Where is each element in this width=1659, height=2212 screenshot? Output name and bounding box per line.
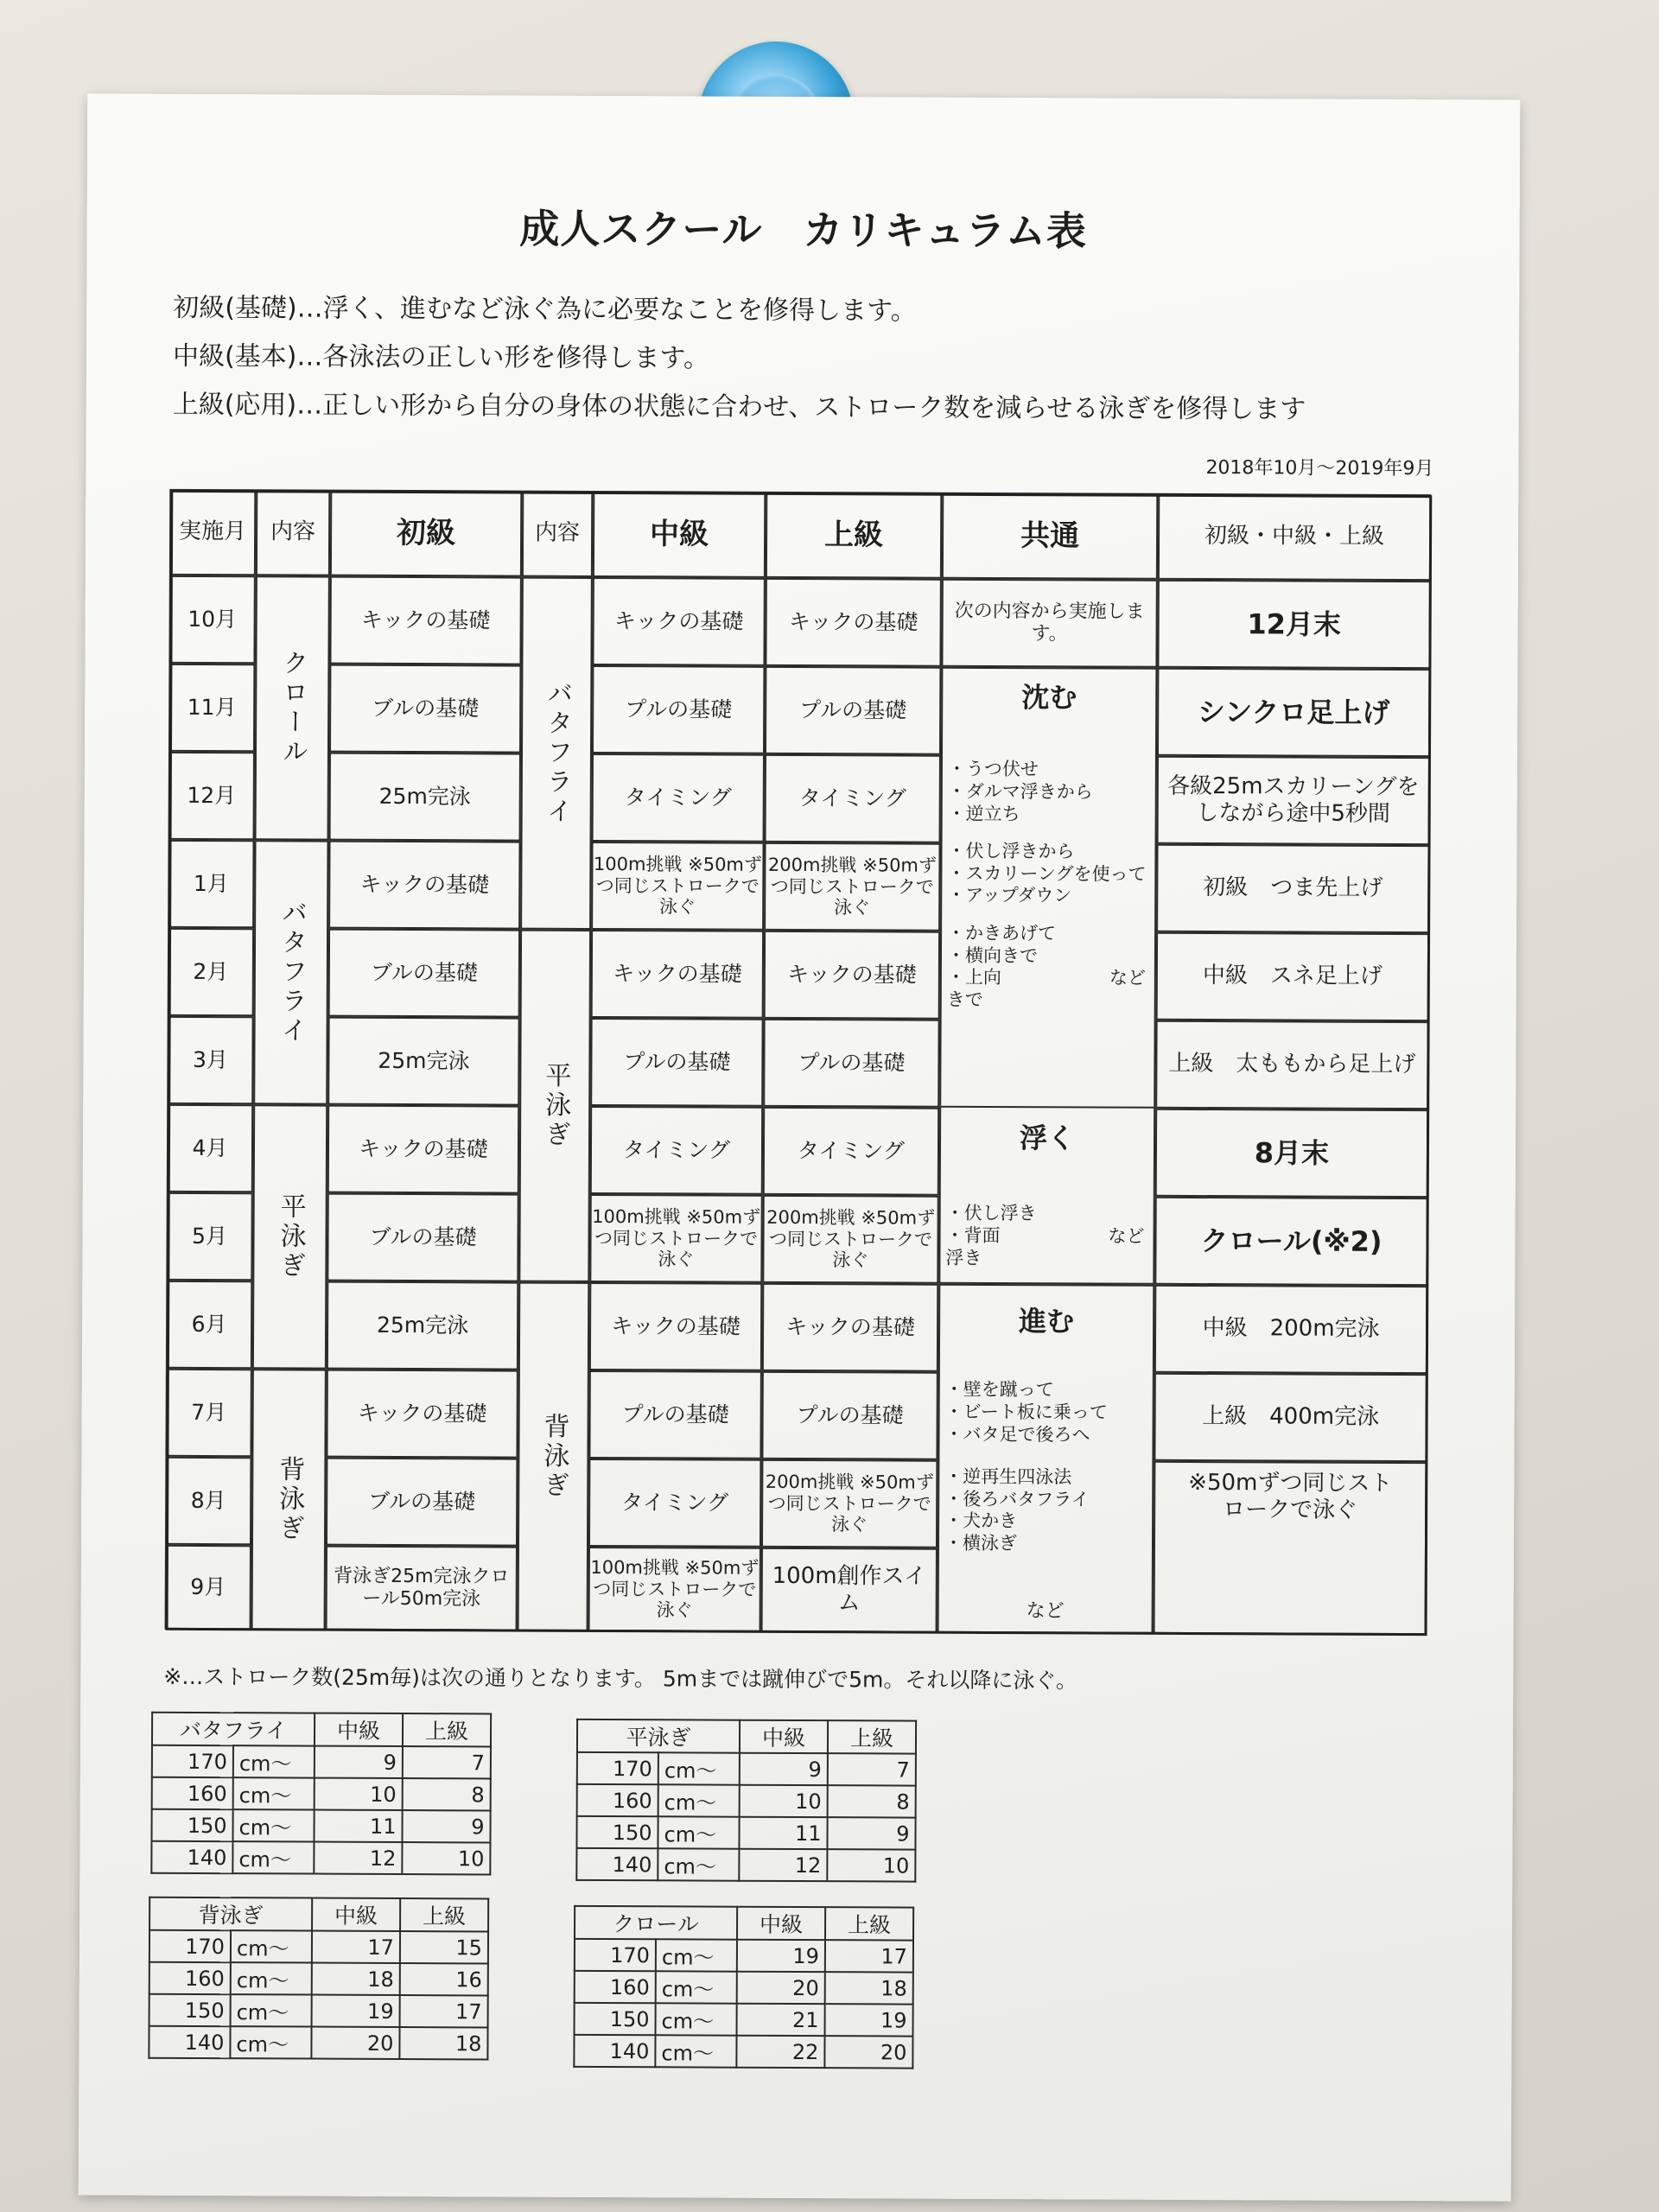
- beginner-cell: キックの基礎: [327, 1105, 519, 1194]
- header-month: 実施月: [169, 489, 256, 575]
- table-row: 160 cm～ 20 18: [575, 1971, 913, 2005]
- header-intermediate: 中級: [593, 491, 766, 578]
- beginner-group-butterfly: バタフライ: [253, 840, 328, 1104]
- month-cell: 9月: [165, 1545, 251, 1630]
- common-intro: 次の内容から実施します。: [941, 579, 1157, 668]
- table-name: クロール: [575, 1906, 737, 1940]
- beginner-cell: ブルの基礎: [328, 929, 520, 1018]
- list-item: ・スカリーングを使って: [947, 862, 1147, 885]
- common-move-title: 進む: [1019, 1305, 1075, 1338]
- stroke-table-backstroke: [148, 1897, 489, 2061]
- beginner-cell: 背泳ぎ25m完泳クロール50m完泳: [326, 1546, 518, 1631]
- common-move-block: [938, 1284, 1155, 1634]
- curriculum-sheet: [79, 93, 1521, 2201]
- table-row: 150 cm～ 11 9: [576, 1816, 915, 1850]
- intermediate-requirement: 中級 スネ足上げ: [1156, 932, 1429, 1021]
- advanced-requirement: 上級 太ももから足上げ: [1155, 1020, 1428, 1109]
- intermediate-cell: 100m挑戦 ※50mずつ同じストロークで泳ぐ: [591, 842, 764, 931]
- month-cell: 12月: [168, 752, 255, 840]
- beginner-group-crawl: クロール: [255, 575, 330, 840]
- table-row: 160 cm～ 18 16: [149, 1962, 488, 1996]
- beginner-cell: ブルの基礎: [326, 1458, 518, 1547]
- advanced-cell: キックの基礎: [762, 1283, 938, 1372]
- list-item: ・後ろバタフライ: [944, 1488, 1090, 1510]
- month-cell: 1月: [168, 840, 254, 928]
- list-item: ・うつ伏せ: [947, 759, 1039, 780]
- advanced-cell: 200m挑戦 ※50mずつ同じストロークで泳ぐ: [762, 1195, 938, 1284]
- intermediate-cell: キックの基礎: [591, 930, 764, 1019]
- table-row: 170 cm～ 19 17: [575, 1939, 913, 1973]
- advanced-cell: キックの基礎: [765, 578, 941, 667]
- list-item: ・ビート板に乗って: [944, 1401, 1108, 1423]
- stroke-table-breaststroke: [575, 1719, 917, 1883]
- header-all-levels: 初級・中級・上級: [1158, 493, 1431, 581]
- table-row: 140 cm～ 12 10: [576, 1848, 915, 1882]
- advanced-requirement-2: 上級 400m完泳: [1154, 1373, 1427, 1462]
- beginner-group-backstroke: 背泳ぎ: [251, 1369, 327, 1630]
- list-item: ・かきあげて: [947, 922, 1057, 944]
- advanced-cell: プルの基礎: [765, 666, 941, 755]
- inter-group-breaststroke: 平泳ぎ: [518, 930, 591, 1282]
- table-name: 平泳ぎ: [577, 1719, 740, 1753]
- period-label: 2018年10月～2019年9月: [1205, 457, 1434, 480]
- crawl-note: ※50mずつ同じストロークで泳ぐ: [1154, 1461, 1427, 1635]
- move-list-2: [939, 1459, 1153, 1563]
- event-synchro-desc: 各級25mスカリーングをしながら途中5秒間: [1157, 756, 1430, 845]
- intermediate-cell: キックの基礎: [589, 1282, 762, 1371]
- header-advanced: 上級: [766, 492, 942, 579]
- list-item: ・背面浮き: [945, 1224, 1001, 1268]
- move-list-1: [939, 1372, 1152, 1453]
- advanced-cell: キックの基礎: [764, 931, 940, 1020]
- sink-list-3: [942, 916, 1155, 1020]
- advanced-cell: タイミング: [763, 1107, 939, 1196]
- desc-beginner: 初級(基礎)…浮く、進むなど泳ぐ為に必要なことを修得します。: [173, 292, 917, 327]
- advanced-cell: プルの基礎: [763, 1019, 939, 1108]
- desc-advanced: 上級(応用)…正しい形から自分の身体の状態に合わせ、ストローク数を減らせる泳ぎを修得します: [172, 389, 1306, 425]
- beginner-requirement: 初級 つま先上げ: [1156, 844, 1429, 933]
- table-row: 150 cm～ 19 17: [149, 1994, 488, 2028]
- deadline-august: 8月末: [1155, 1109, 1428, 1198]
- list-item: ・バタ足で後ろへ: [944, 1423, 1090, 1446]
- stroke-table-butterfly: [150, 1712, 492, 1876]
- beginner-group-breaststroke: 平泳ぎ: [252, 1104, 327, 1369]
- table-name: 背泳ぎ: [149, 1897, 312, 1931]
- advanced-cell: プルの基礎: [761, 1371, 938, 1460]
- desc-intermediate: 中級(基本)…各泳法の正しい形を修得します。: [172, 340, 710, 374]
- table-row: 140 cm～ 22 20: [574, 2035, 912, 2069]
- col-header: 中級: [737, 1907, 825, 1940]
- month-cell: 11月: [168, 664, 255, 752]
- intermediate-cell: プルの基礎: [590, 1018, 763, 1107]
- intermediate-cell: プルの基礎: [592, 665, 765, 754]
- month-cell: 6月: [166, 1281, 252, 1369]
- beginner-cell: キックの基礎: [329, 576, 521, 665]
- intermediate-cell: タイミング: [588, 1459, 761, 1548]
- list-item: ・逆立ち: [947, 803, 1020, 824]
- table-row: 140 cm～ 20 18: [149, 2026, 487, 2060]
- advanced-cell: タイミング: [765, 754, 941, 843]
- intermediate-requirement-2: 中級 200m完泳: [1154, 1285, 1427, 1374]
- etc-label: など: [1026, 1599, 1065, 1622]
- float-list: [940, 1196, 1153, 1277]
- header-beginner: 初級: [330, 490, 522, 577]
- col-header: 上級: [400, 1898, 488, 1931]
- beginner-cell: ブルの基礎: [329, 664, 521, 753]
- list-item: ・逆再生四泳法: [944, 1465, 1072, 1488]
- common-float-title: 浮く: [1019, 1122, 1076, 1155]
- intermediate-cell: プルの基礎: [588, 1370, 761, 1459]
- month-cell: 7月: [165, 1369, 251, 1457]
- month-cell: 2月: [168, 928, 254, 1016]
- list-item: ・アップダウン: [947, 885, 1072, 906]
- event-synchro: シンクロ足上げ: [1157, 668, 1430, 757]
- list-item: ・伏し浮きから: [947, 840, 1075, 862]
- month-cell: 10月: [168, 575, 255, 664]
- month-cell: 5月: [166, 1192, 252, 1281]
- table-row: 170 cm～ 9 7: [577, 1752, 916, 1786]
- table-row: 150 cm～ 21 19: [575, 2003, 913, 2037]
- list-item: ・伏し浮き: [945, 1203, 1037, 1224]
- list-item: ・上向きで: [946, 967, 1001, 1010]
- table-row: 170 cm～ 17 15: [149, 1930, 488, 1964]
- advanced-cell: 200m挑戦 ※50mずつ同じストロークで泳ぐ: [764, 842, 940, 931]
- deadline-december: 12月末: [1157, 580, 1430, 669]
- common-sink-block: [939, 667, 1157, 1107]
- col-header: 上級: [403, 1713, 491, 1746]
- curriculum-table: [166, 490, 1433, 1636]
- common-sink-title: 沈む: [1021, 681, 1077, 715]
- table-row: 140 cm～ 12 10: [151, 1841, 490, 1875]
- col-header: 中級: [315, 1713, 403, 1746]
- table-row: 150 cm～ 11 9: [151, 1809, 490, 1843]
- col-header: 上級: [828, 1720, 916, 1753]
- list-item: ・犬かき: [944, 1510, 1018, 1532]
- intermediate-cell: 100m挑戦 ※50mずつ同じストロークで泳ぐ: [588, 1547, 761, 1632]
- intermediate-cell: タイミング: [592, 753, 765, 842]
- etc-label: など: [1109, 967, 1146, 989]
- list-item: ・ダルマ浮きから: [947, 780, 1093, 803]
- col-header: 中級: [740, 1720, 828, 1753]
- beginner-cell: 25m完泳: [329, 753, 521, 842]
- table-row: 160 cm～ 10 8: [577, 1784, 916, 1818]
- list-item: ・横泳ぎ: [944, 1532, 1018, 1554]
- advanced-cell: 200m挑戦 ※50mずつ同じストロークで泳ぐ: [761, 1459, 938, 1548]
- inter-group-backstroke: 背泳ぎ: [518, 1282, 590, 1631]
- intermediate-cell: タイミング: [590, 1106, 763, 1195]
- stroke-table-crawl: [573, 1905, 914, 2069]
- table-row: 160 cm～ 10 8: [152, 1777, 491, 1811]
- sink-list-2: [942, 834, 1154, 915]
- col-header: 中級: [312, 1898, 400, 1931]
- intermediate-cell: キックの基礎: [592, 577, 765, 666]
- table-row: 170 cm～ 9 7: [152, 1745, 491, 1779]
- list-item: ・壁を蹴って: [944, 1379, 1054, 1401]
- sink-list-1: [943, 752, 1155, 833]
- beginner-cell: キックの基礎: [326, 1370, 518, 1459]
- header-common: 共通: [942, 493, 1158, 580]
- month-cell: 3月: [167, 1016, 253, 1104]
- advanced-cell: 100m創作スイム: [761, 1548, 938, 1633]
- month-cell: 4月: [167, 1104, 253, 1192]
- beginner-cell: 25m完泳: [327, 1281, 518, 1370]
- header-content: 内容: [256, 489, 330, 575]
- list-item: ・横向きで: [946, 944, 1039, 966]
- header-content: 内容: [522, 491, 593, 577]
- month-cell: 8月: [165, 1457, 251, 1545]
- common-float-block: [938, 1106, 1155, 1285]
- beginner-cell: 25m完泳: [327, 1017, 519, 1106]
- beginner-cell: ブルの基礎: [327, 1193, 518, 1282]
- table-name: バタフライ: [152, 1713, 315, 1746]
- beginner-cell: キックの基礎: [328, 841, 520, 930]
- page-title: 成人スクール カリキュラム表: [519, 205, 1088, 255]
- stroke-note: ※…ストローク数(25m毎)は次の通りとなります。 5mまでは蹴伸びで5m。それ以降に泳ぐ。: [163, 1663, 1077, 1694]
- intermediate-cell: 100m挑戦 ※50mずつ同じストロークで泳ぐ: [589, 1194, 762, 1283]
- event-crawl: クロール(※2): [1154, 1197, 1427, 1286]
- inter-group-butterfly: バタフライ: [520, 577, 593, 930]
- etc-label: など: [1108, 1225, 1145, 1247]
- col-header: 上級: [825, 1907, 913, 1940]
